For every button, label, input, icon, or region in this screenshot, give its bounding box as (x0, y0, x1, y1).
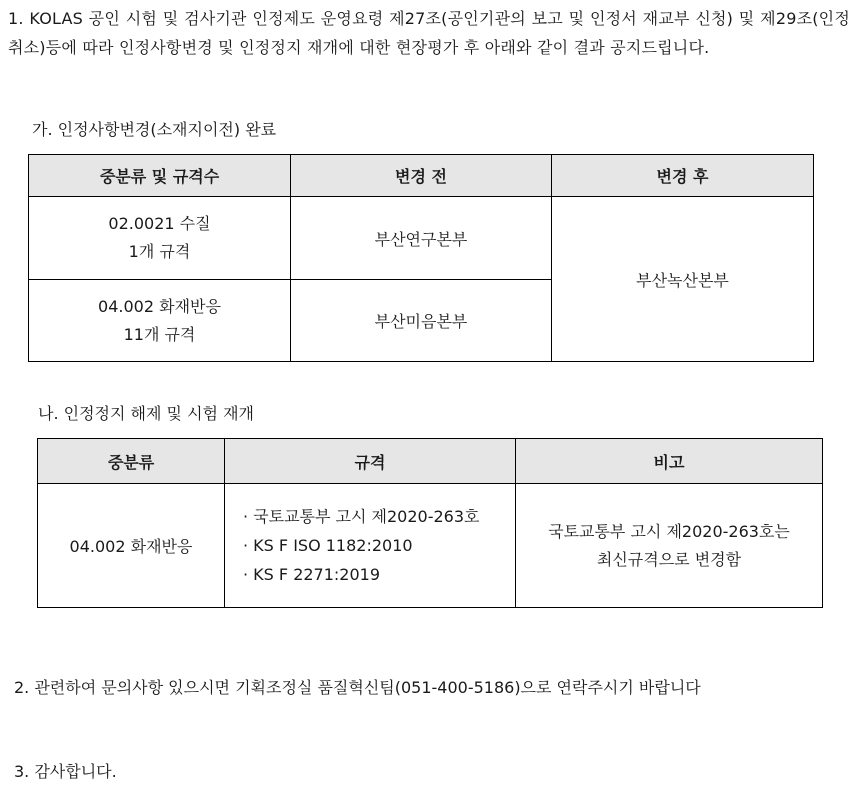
header-after: 변경 후 (552, 155, 814, 197)
resumption-table (37, 438, 823, 608)
header-category: 중분류 (38, 439, 225, 484)
category-cell (29, 197, 291, 280)
header-category-count: 중분류 및 규격수 (29, 155, 291, 197)
section-b-title: 나. 인정정지 해제 및 시험 재개 (38, 404, 254, 423)
before-location: 부산미음본부 (291, 280, 552, 362)
list-item: · 국토교통부 고시 제2020-263호 (243, 502, 515, 531)
note-line: 국토교통부 고시 제2020-263호는 (548, 521, 790, 541)
note-cell (516, 484, 823, 608)
category-cell (29, 280, 291, 362)
list-item: · KS F ISO 1182:2010 (243, 531, 515, 560)
standard-count: 11개 규격 (123, 324, 196, 344)
table-row (38, 484, 823, 608)
header-note: 비고 (516, 439, 823, 484)
standard-list (225, 484, 516, 608)
section-a-title: 가. 인정사항변경(소재지이전) 완료 (32, 120, 277, 139)
notice-paragraph-2: 2. 관련하여 문의사항 있으시면 기획조정실 품질혁신팀(051-400-5186)으로 연락주시기 바랍니다 (14, 678, 701, 697)
table-row (29, 197, 814, 280)
category-cell: 04.002 화재반응 (38, 484, 225, 608)
notice-paragraph-3: 3. 감사합니다. (14, 762, 117, 781)
category-code: 04.002 화재반응 (98, 296, 221, 316)
after-location: 부산녹산본부 (552, 197, 814, 362)
category-code: 02.0021 수질 (108, 214, 211, 233)
header-standard: 규격 (225, 439, 516, 484)
notice-paragraph-1: 1. KOLAS 공인 시험 및 검사기관 인정제도 운영요령 제27조(공인기관의 보고 및 인정서 재교부 신청) 및 제29조(인정 취소)등에 따라 인정사항변경 및 인정정지 재개에 대한 현장평가 후 아래와 같이 결과 공지드립니다. (8, 9, 850, 57)
relocation-table (28, 154, 814, 362)
table-header-row (29, 155, 814, 197)
note-line: 최신규격으로 변경함 (596, 549, 742, 569)
header-before: 변경 전 (291, 155, 552, 197)
table-header-row (38, 439, 823, 484)
standard-count: 1개 규격 (128, 242, 191, 261)
before-location: 부산연구본부 (291, 197, 552, 280)
list-item: · KS F 2271:2019 (243, 560, 515, 589)
